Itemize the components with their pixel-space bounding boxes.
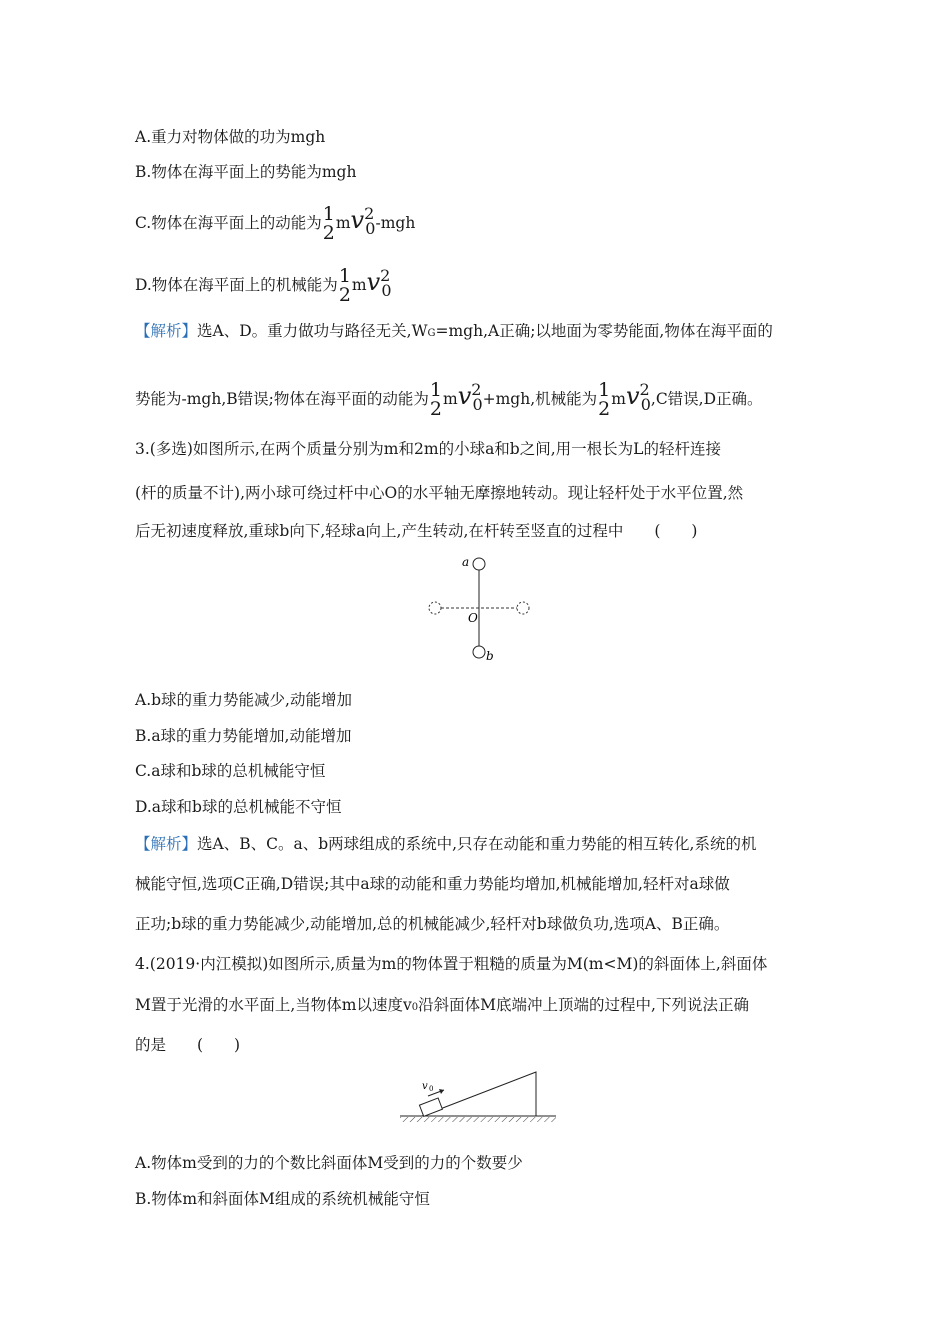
analysis-text: +mgh,机械能为 bbox=[482, 390, 598, 408]
q3-analysis-line-2: 械能守恒,选项C正确,D错误;其中a球的动能和重力势能均增加,机械能增加,轻杆对a球做 bbox=[135, 875, 730, 893]
velocity-symbol: $v^2_0$ bbox=[625, 380, 651, 414]
q2-option-c-prefix: C.物体在海平面上的动能为 bbox=[135, 214, 322, 232]
label-v: v bbox=[422, 1081, 428, 1092]
q2-option-c-suffix: -mgh bbox=[375, 214, 416, 232]
incline-figure bbox=[398, 1070, 558, 1128]
stem-text: 沿斜面体M底端冲上顶端的过程中,下列说法正确 bbox=[418, 996, 749, 1014]
q3-option-b: B.a球的重力势能增加,动能增加 bbox=[135, 727, 352, 745]
analysis-text: ,C错误,D正确。 bbox=[650, 390, 763, 408]
q4-option-b: B.物体m和斜面体M组成的系统机械能守恒 bbox=[135, 1190, 430, 1208]
analysis-text: 选A、D。重力做功与路径无关,W bbox=[197, 322, 428, 340]
q2-option-d-prefix: D.物体在海平面上的机械能为 bbox=[135, 276, 338, 294]
fraction-half bbox=[339, 267, 351, 305]
ball-b bbox=[473, 646, 485, 658]
fraction-denominator: 2 bbox=[338, 284, 351, 306]
fraction-half: 1 2 bbox=[598, 379, 611, 420]
q4-stem-line-1: 4.(2019·内江模拟)如图所示,质量为m的物体置于粗糙的质量为M(m<M)的斜面体上,斜面体 bbox=[135, 955, 768, 973]
q3-analysis-line-1 bbox=[135, 833, 756, 855]
stem-text: M置于光滑的水平面上,当物体m以速度v bbox=[135, 996, 412, 1014]
q3-option-d: D.a球和b球的总机械能不守恒 bbox=[135, 798, 342, 816]
velocity-symbol: $v^2_0$ bbox=[366, 266, 392, 300]
fraction-half: 1 2 bbox=[429, 379, 442, 420]
q4-stem-line-2 bbox=[135, 994, 749, 1019]
q2-option-c bbox=[135, 198, 415, 245]
mass-symbol: m bbox=[611, 390, 626, 408]
ball-a bbox=[473, 558, 485, 570]
velocity-symbol: $v^2_0$ bbox=[350, 204, 376, 238]
mass-symbol: m bbox=[335, 214, 351, 232]
q2-option-d bbox=[135, 260, 392, 307]
subscript: G bbox=[427, 328, 436, 339]
q2-option-a: A.重力对物体做的功为mgh bbox=[135, 128, 326, 146]
label-b: b bbox=[486, 649, 494, 663]
ball-left-dashed bbox=[429, 602, 441, 614]
q3-option-c: C.a球和b球的总机械能守恒 bbox=[135, 762, 326, 780]
ball-right-dashed bbox=[517, 602, 529, 614]
q4-stem-line-3: 的是 ( ) bbox=[135, 1036, 241, 1054]
fraction-numerator: 1 bbox=[322, 203, 335, 225]
q4-option-a: A.物体m受到的力的个数比斜面体M受到的力的个数要少 bbox=[135, 1154, 523, 1172]
q2-analysis-line-1 bbox=[135, 320, 773, 345]
rod-figure bbox=[420, 552, 540, 664]
label-a: a bbox=[462, 555, 470, 569]
q3-stem-line-2: (杆的质量不计),两小球可绕过杆中心O的水平轴无摩擦地转动。现让轻杆处于水平位置,然 bbox=[135, 484, 744, 502]
analysis-tag: 【解析】 bbox=[135, 322, 198, 340]
analysis-text: 选A、B、C。a、b两球组成的系统中,只存在动能和重力势能的相互转化,系统的机 bbox=[197, 835, 757, 853]
fraction-numerator: 1 bbox=[338, 265, 351, 287]
label-v-sub: 0 bbox=[429, 1085, 434, 1093]
subscript: 0 bbox=[411, 1002, 419, 1013]
mass-symbol: m bbox=[351, 276, 367, 294]
ground-hatch bbox=[400, 1117, 556, 1122]
fraction-half bbox=[323, 205, 335, 243]
q2-analysis-line-2 bbox=[135, 374, 763, 421]
q3-option-a: A.b球的重力势能减少,动能增加 bbox=[135, 691, 352, 709]
q3-analysis-line-3: 正功;b球的重力势能减少,动能增加,总的机械能减少,轻杆对b球做负功,选项A、B正确。 bbox=[135, 915, 730, 933]
q3-stem-line-3: 后无初速度释放,重球b向下,轻球a向上,产生转动,在杆转至竖直的过程中 ( ) bbox=[135, 522, 698, 540]
analysis-text: 势能为-mgh,B错误;物体在海平面的动能为 bbox=[135, 390, 429, 408]
analysis-text: =mgh,A正确;以地面为零势能面,物体在海平面的 bbox=[435, 322, 773, 340]
mass-symbol: m bbox=[442, 390, 458, 408]
q2-option-b: B.物体在海平面上的势能为mgh bbox=[135, 163, 357, 181]
velocity-symbol: $v^2_0$ bbox=[457, 380, 483, 414]
label-o: O bbox=[468, 611, 478, 625]
analysis-tag: 【解析】 bbox=[135, 835, 198, 853]
fraction-denominator: 2 bbox=[322, 222, 335, 244]
q3-stem-line-1: 3.(多选)如图所示,在两个质量分别为m和2m的小球a和b之间,用一根长为L的轻杆连接 bbox=[135, 440, 721, 458]
